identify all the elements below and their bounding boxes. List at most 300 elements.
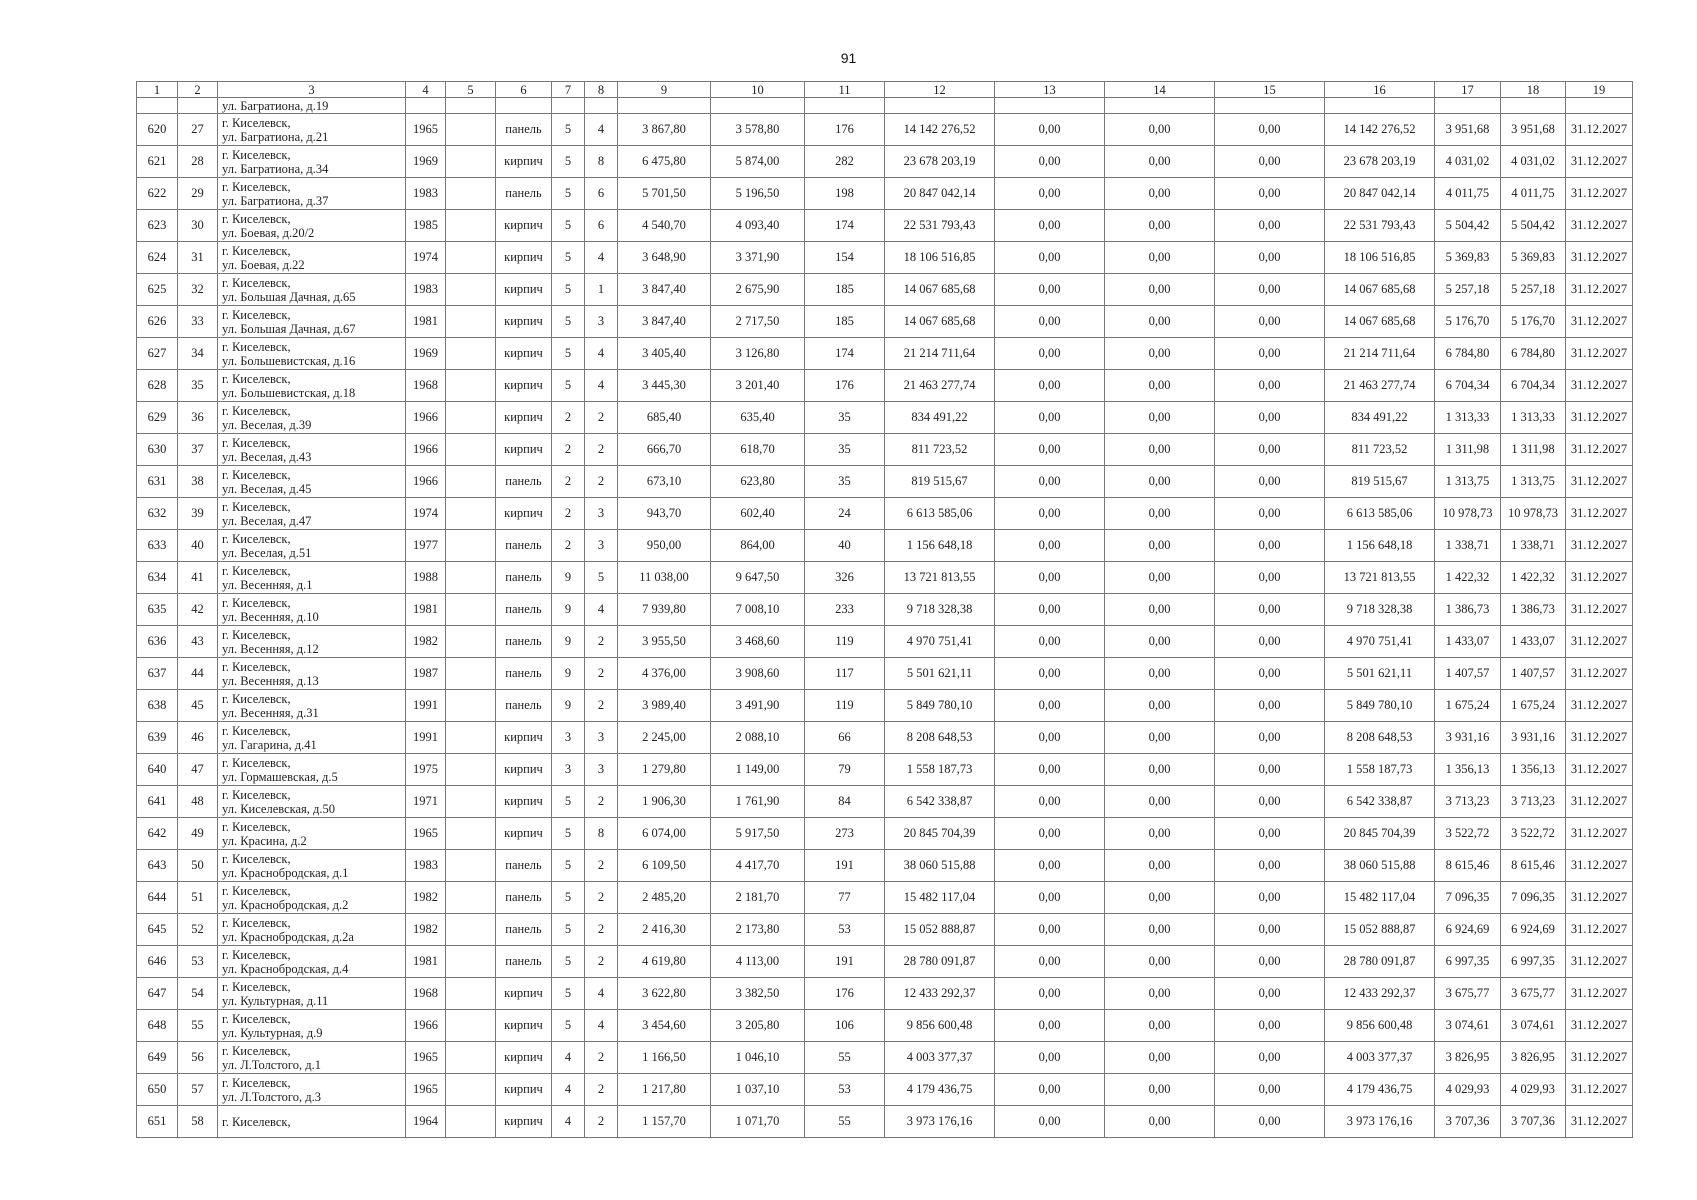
table-cell: 2 173,80: [711, 914, 805, 946]
table-row: [137, 338, 1633, 370]
table-cell: 4 011,75: [1435, 178, 1501, 210]
table-cell: 0,00: [995, 210, 1105, 242]
table-cell: 1968: [406, 370, 446, 402]
table-cell: 3 205,80: [711, 1010, 805, 1042]
address-city: г. Киселевск,: [222, 883, 291, 898]
table-row: [137, 306, 1633, 338]
table-cell: 1982: [406, 914, 446, 946]
column-header: 16: [1325, 82, 1435, 98]
address-cell: [218, 338, 406, 370]
table-cell: 233: [805, 594, 885, 626]
table-cell: 5: [552, 786, 585, 818]
table-cell: 4: [585, 978, 618, 1010]
table-cell: 47: [178, 754, 218, 786]
table-cell: 39: [178, 498, 218, 530]
table-cell: [446, 466, 496, 498]
table-cell: 31.12.2027: [1566, 242, 1633, 274]
table-cell: 1 311,98: [1435, 434, 1501, 466]
table-cell: [446, 242, 496, 274]
table-cell: 0,00: [995, 306, 1105, 338]
table-cell: 33: [178, 306, 218, 338]
table-cell: 4: [552, 1042, 585, 1074]
table-cell: 5: [552, 1010, 585, 1042]
address-cell: [218, 658, 406, 690]
table-cell: панель: [496, 946, 552, 978]
table-cell: 1: [585, 274, 618, 306]
table-cell: 0,00: [1215, 658, 1325, 690]
table-cell: 1969: [406, 146, 446, 178]
header-row: [137, 82, 1633, 98]
table-cell: 42: [178, 594, 218, 626]
table-cell: 6 784,80: [1435, 338, 1501, 370]
table-cell: 638: [137, 690, 178, 722]
table-cell: 53: [805, 914, 885, 946]
table-cell: 5 196,50: [711, 178, 805, 210]
table-cell: кирпич: [496, 146, 552, 178]
table-row: [137, 626, 1633, 658]
table-cell: 1971: [406, 786, 446, 818]
address-street: ул. Краснобродская, д.4: [222, 961, 349, 976]
table-cell: 5 501 621,11: [885, 658, 995, 690]
address-street: ул. Большевистская, д.18: [222, 385, 356, 400]
table-cell: 0,00: [1215, 882, 1325, 914]
table-cell: кирпич: [496, 1106, 552, 1138]
table-cell: 1981: [406, 946, 446, 978]
table-row: [137, 658, 1633, 690]
table-cell: кирпич: [496, 370, 552, 402]
table-cell: 36: [178, 402, 218, 434]
address-street: ул. Л.Толстого, д.1: [222, 1057, 321, 1072]
table-cell: 3 973 176,16: [885, 1106, 995, 1138]
table-cell: 53: [178, 946, 218, 978]
table-cell: 5 257,18: [1435, 274, 1501, 306]
table-cell: 191: [805, 946, 885, 978]
table-cell: 0,00: [1215, 1074, 1325, 1106]
table-cell: 2 416,30: [618, 914, 711, 946]
table-cell: 6 924,69: [1501, 914, 1566, 946]
table-cell: 0,00: [995, 146, 1105, 178]
table-cell: 31.12.2027: [1566, 306, 1633, 338]
table-cell: панель: [496, 178, 552, 210]
address-city: г. Киселевск,: [222, 275, 291, 290]
address-city: г. Киселевск,: [222, 211, 291, 226]
table-row: [137, 914, 1633, 946]
column-header: 9: [618, 82, 711, 98]
table-cell: 5 874,00: [711, 146, 805, 178]
table-cell: 4 113,00: [711, 946, 805, 978]
table-cell: панель: [496, 114, 552, 146]
table-cell: 0,00: [1215, 1106, 1325, 1138]
table-cell: 79: [805, 754, 885, 786]
address-city: г. Киселевск,: [222, 467, 291, 482]
table-cell: 5 917,50: [711, 818, 805, 850]
table-row: [137, 114, 1633, 146]
table-cell: 29: [178, 178, 218, 210]
table-cell: 53: [805, 1074, 885, 1106]
table-cell: [446, 370, 496, 402]
table-cell: 0,00: [995, 114, 1105, 146]
table-cell: 1991: [406, 722, 446, 754]
address-cell: [218, 1010, 406, 1042]
column-header: 6: [496, 82, 552, 98]
table-cell: 950,00: [618, 530, 711, 562]
table-cell: 9: [552, 658, 585, 690]
table-cell: 3 707,36: [1435, 1106, 1501, 1138]
address-city: г. Киселевск,: [222, 979, 291, 994]
table-cell: 1 338,71: [1501, 530, 1566, 562]
table-cell: 40: [805, 530, 885, 562]
table-cell: 45: [178, 690, 218, 722]
table-cell: 1975: [406, 754, 446, 786]
table-cell: 1965: [406, 818, 446, 850]
table-cell: 1 313,33: [1435, 402, 1501, 434]
table-cell: 3: [585, 530, 618, 562]
table-cell: 3 074,61: [1501, 1010, 1566, 1042]
table-cell: 2: [585, 946, 618, 978]
table-cell: 1 313,75: [1501, 466, 1566, 498]
table-row: [137, 146, 1633, 178]
table-cell: 185: [805, 274, 885, 306]
address-city: г. Киселевск,: [222, 371, 291, 386]
table-cell: 3 074,61: [1435, 1010, 1501, 1042]
table-cell: 3 931,16: [1435, 722, 1501, 754]
table-cell: 0,00: [1105, 594, 1215, 626]
table-cell: 2: [585, 658, 618, 690]
table-cell: 3 468,60: [711, 626, 805, 658]
table-cell: 22 531 793,43: [885, 210, 995, 242]
address-cell: [218, 210, 406, 242]
table-cell: 1966: [406, 466, 446, 498]
table-cell: 35: [805, 434, 885, 466]
table-cell: 7 008,10: [711, 594, 805, 626]
table-cell: 3 675,77: [1501, 978, 1566, 1010]
table-cell: 2: [552, 498, 585, 530]
table-cell: 6 997,35: [1501, 946, 1566, 978]
table-cell: 631: [137, 466, 178, 498]
table-cell: 1 422,32: [1501, 562, 1566, 594]
table-cell: 2 088,10: [711, 722, 805, 754]
table-cell: 10 978,73: [1501, 498, 1566, 530]
table-cell: 3 675,77: [1435, 978, 1501, 1010]
table-cell: 9: [552, 594, 585, 626]
table-cell: 31.12.2027: [1566, 594, 1633, 626]
table-cell: 645: [137, 914, 178, 946]
table-cell: 1 149,00: [711, 754, 805, 786]
table-cell: 0,00: [1215, 530, 1325, 562]
table-cell: 31.12.2027: [1566, 946, 1633, 978]
table-cell: 20 847 042,14: [885, 178, 995, 210]
column-header: 2: [178, 82, 218, 98]
table-cell: 0,00: [1215, 914, 1325, 946]
column-header: 3: [218, 82, 406, 98]
table-cell: 4 179 436,75: [885, 1074, 995, 1106]
table-cell: панель: [496, 530, 552, 562]
table-cell: 8 615,46: [1501, 850, 1566, 882]
table-cell: 0,00: [1105, 786, 1215, 818]
table-cell: панель: [496, 626, 552, 658]
table-cell: 648: [137, 1010, 178, 1042]
housing-registry-table: [136, 81, 1633, 1138]
table-cell: 644: [137, 882, 178, 914]
address-street: ул. Весенняя, д.1: [222, 577, 313, 592]
table-cell: 0,00: [995, 722, 1105, 754]
table-cell: 5 701,50: [618, 178, 711, 210]
table-cell: 14 142 276,52: [885, 114, 995, 146]
table-cell: 4 003 377,37: [1325, 1042, 1435, 1074]
table-cell: 2: [585, 914, 618, 946]
address-cell: [218, 946, 406, 978]
table-cell: 0,00: [1215, 210, 1325, 242]
table-cell: 27: [178, 114, 218, 146]
table-cell: 22 531 793,43: [1325, 210, 1435, 242]
table-cell: 52: [178, 914, 218, 946]
table-cell: 18 106 516,85: [885, 242, 995, 274]
address-city: г. Киселевск,: [222, 563, 291, 578]
table-cell: 5 176,70: [1501, 306, 1566, 338]
table-cell: 5: [552, 914, 585, 946]
table-cell: 626: [137, 306, 178, 338]
table-cell: 2: [585, 626, 618, 658]
table-row: [137, 978, 1633, 1010]
table-cell: 647: [137, 978, 178, 1010]
table-cell: 31.12.2027: [1566, 338, 1633, 370]
address-city: г. Киселевск,: [222, 115, 291, 130]
table-cell: 31.12.2027: [1566, 786, 1633, 818]
table-cell: 15 052 888,87: [1325, 914, 1435, 946]
address-city: г. Киселевск,: [222, 915, 291, 930]
table-cell: 6 704,34: [1435, 370, 1501, 402]
table-cell: 1965: [406, 1074, 446, 1106]
table-cell: 1966: [406, 402, 446, 434]
address-street: ул. Весенняя, д.12: [222, 641, 319, 656]
address-cell: [218, 274, 406, 306]
address-street: ул. Киселевская, д.50: [222, 801, 336, 816]
column-header: 5: [446, 82, 496, 98]
address-city: г. Киселевск,: [222, 435, 291, 450]
table-cell: 31.12.2027: [1566, 978, 1633, 1010]
table-cell: 2: [585, 690, 618, 722]
table-cell: кирпич: [496, 754, 552, 786]
table-cell: 9: [552, 690, 585, 722]
table-cell: 623: [137, 210, 178, 242]
table-cell: 44: [178, 658, 218, 690]
table-cell: 640: [137, 754, 178, 786]
table-cell: 176: [805, 114, 885, 146]
table-cell: 1 761,90: [711, 786, 805, 818]
address-cell: [218, 306, 406, 338]
table-cell: 0,00: [1105, 946, 1215, 978]
table-cell: 31.12.2027: [1566, 434, 1633, 466]
address-cell: [218, 146, 406, 178]
table-cell: 637: [137, 658, 178, 690]
table-cell: 49: [178, 818, 218, 850]
table-cell: 51: [178, 882, 218, 914]
table-cell: [446, 594, 496, 626]
table-cell: 834 491,22: [1325, 402, 1435, 434]
column-number-header: [137, 82, 1633, 98]
table-cell: 5 369,83: [1435, 242, 1501, 274]
table-cell: 0,00: [995, 274, 1105, 306]
table-cell: [446, 178, 496, 210]
table-cell: 666,70: [618, 434, 711, 466]
table-cell: [446, 1106, 496, 1138]
table-cell: 3 622,80: [618, 978, 711, 1010]
table-cell: 5: [552, 146, 585, 178]
address-cell: [218, 722, 406, 754]
table-row: [137, 1074, 1633, 1106]
table-cell: 198: [805, 178, 885, 210]
table-cell: 2: [552, 466, 585, 498]
table-cell: 46: [178, 722, 218, 754]
table-cell: 1 046,10: [711, 1042, 805, 1074]
table-cell: [446, 114, 496, 146]
table-cell: 1 356,13: [1435, 754, 1501, 786]
continuation-row: [137, 98, 1633, 114]
column-header: 15: [1215, 82, 1325, 98]
table-row: [137, 178, 1633, 210]
table-cell: 0,00: [1105, 1106, 1215, 1138]
table-cell: 0,00: [995, 402, 1105, 434]
table-cell: 622: [137, 178, 178, 210]
table-cell: 628: [137, 370, 178, 402]
table-row: [137, 1106, 1633, 1138]
table-cell: 84: [805, 786, 885, 818]
table-cell: [446, 882, 496, 914]
table-cell: 651: [137, 1106, 178, 1138]
table-cell: 31.12.2027: [1566, 722, 1633, 754]
table-cell: [446, 402, 496, 434]
table-cell: 8: [585, 818, 618, 850]
address-street: ул. Л.Толстого, д.3: [222, 1089, 321, 1104]
table-cell: 5 501 621,11: [1325, 658, 1435, 690]
table-cell: 0,00: [995, 498, 1105, 530]
address-city: г. Киселевск,: [222, 147, 291, 162]
table-cell: 1965: [406, 114, 446, 146]
table-cell: кирпич: [496, 786, 552, 818]
table-cell: [446, 754, 496, 786]
table-cell: 9 718 328,38: [885, 594, 995, 626]
table-cell: 0,00: [1105, 978, 1215, 1010]
table-cell: 2: [585, 850, 618, 882]
table-cell: 1969: [406, 338, 446, 370]
table-cell: 15 482 117,04: [1325, 882, 1435, 914]
table-cell: 0,00: [995, 658, 1105, 690]
table-cell: 0,00: [1215, 338, 1325, 370]
table-cell: 4 619,80: [618, 946, 711, 978]
table-cell: 3 908,60: [711, 658, 805, 690]
table-cell: 21 463 277,74: [1325, 370, 1435, 402]
table-cell: 0,00: [995, 1010, 1105, 1042]
address-street: ул. Красина, д.2: [222, 833, 307, 848]
table-cell: 5: [552, 210, 585, 242]
address-street: ул. Большая Дачная, д.65: [222, 289, 356, 304]
table-cell: 9 647,50: [711, 562, 805, 594]
table-row: [137, 242, 1633, 274]
table-cell: 3 445,30: [618, 370, 711, 402]
address-city: г. Киселевск,: [222, 755, 291, 770]
table-row: [137, 1010, 1633, 1042]
table-cell: 0,00: [1215, 402, 1325, 434]
table-cell: 106: [805, 1010, 885, 1042]
table-cell: 5: [585, 562, 618, 594]
table-cell: 1987: [406, 658, 446, 690]
table-cell: 3 382,50: [711, 978, 805, 1010]
table-cell: 4 029,93: [1501, 1074, 1566, 1106]
table-cell: 176: [805, 370, 885, 402]
address-city: г. Киселевск,: [222, 403, 291, 418]
table-cell: 3 989,40: [618, 690, 711, 722]
table-cell: 1 386,73: [1501, 594, 1566, 626]
table-cell: 4 179 436,75: [1325, 1074, 1435, 1106]
address-city: г. Киселевск,: [222, 595, 291, 610]
table-cell: 31.12.2027: [1566, 370, 1633, 402]
table-cell: 9: [552, 626, 585, 658]
table-cell: 2: [585, 1106, 618, 1138]
table-cell: 14 067 685,68: [1325, 306, 1435, 338]
table-cell: 2 675,90: [711, 274, 805, 306]
table-row: [137, 722, 1633, 754]
table-cell: 5 176,70: [1435, 306, 1501, 338]
table-cell: 3 522,72: [1435, 818, 1501, 850]
table-cell: 20 845 704,39: [1325, 818, 1435, 850]
table-row: [137, 754, 1633, 786]
address-street: ул. Большая Дачная, д.67: [222, 321, 356, 336]
table-cell: 5: [552, 370, 585, 402]
table-cell: 0,00: [1215, 466, 1325, 498]
column-header: 13: [995, 82, 1105, 98]
table-cell: 6 475,80: [618, 146, 711, 178]
table-cell: 642: [137, 818, 178, 850]
table-cell: 1 558 187,73: [885, 754, 995, 786]
table-cell: 5: [552, 882, 585, 914]
table-cell: 3 973 176,16: [1325, 1106, 1435, 1138]
table-cell: 0,00: [1105, 754, 1215, 786]
table-cell: кирпич: [496, 306, 552, 338]
table-cell: 28 780 091,87: [1325, 946, 1435, 978]
table-cell: 12 433 292,37: [1325, 978, 1435, 1010]
table-cell: 3 371,90: [711, 242, 805, 274]
table-cell: 31.12.2027: [1566, 850, 1633, 882]
table-cell: 31.12.2027: [1566, 178, 1633, 210]
address-cell: [218, 114, 406, 146]
table-cell: 5: [552, 274, 585, 306]
table-cell: 620: [137, 114, 178, 146]
address-city: г. Киселевск,: [222, 339, 291, 354]
table-cell: 1 675,24: [1435, 690, 1501, 722]
table-cell: 646: [137, 946, 178, 978]
table-cell: 0,00: [1215, 978, 1325, 1010]
table-cell: 1 279,80: [618, 754, 711, 786]
table-cell: 834 491,22: [885, 402, 995, 434]
address-street: ул. Весенняя, д.13: [222, 673, 319, 688]
table-cell: 0,00: [995, 370, 1105, 402]
address-street: ул. Боевая, д.22: [222, 257, 305, 272]
table-cell: 14 067 685,68: [885, 274, 995, 306]
table-cell: 0,00: [1215, 114, 1325, 146]
table-cell: 5: [552, 978, 585, 1010]
table-cell: 0,00: [1105, 274, 1215, 306]
table-cell: 0,00: [995, 850, 1105, 882]
table-cell: 2: [585, 434, 618, 466]
table-cell: 31.12.2027: [1566, 754, 1633, 786]
table-cell: 6 704,34: [1501, 370, 1566, 402]
table-cell: [446, 658, 496, 690]
address-city: г. Киселевск,: [222, 1011, 291, 1026]
table-cell: 6 542 338,87: [1325, 786, 1435, 818]
table-cell: 1 906,30: [618, 786, 711, 818]
table-cell: 119: [805, 626, 885, 658]
address-street: ул. Краснобродская, д.2: [222, 897, 349, 912]
